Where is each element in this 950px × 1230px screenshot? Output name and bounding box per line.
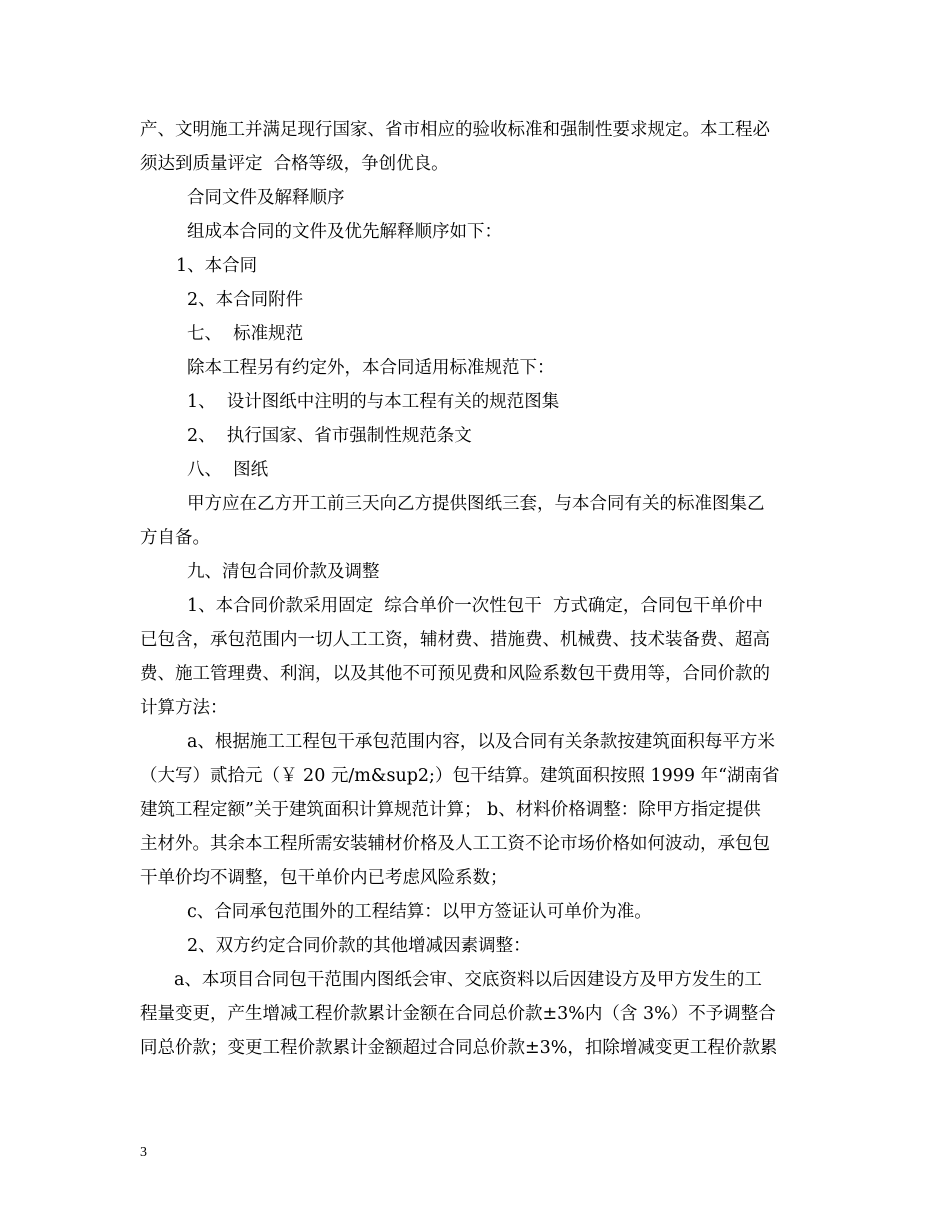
page-number: 3 (140, 1145, 147, 1160)
section-heading: 九、清包合同价款及调整 (187, 562, 380, 582)
body-line: 建筑工程定额”关于建筑面积计算规范计算； b、材料价格调整：除甲方指定提供 (140, 800, 761, 820)
body-line: 方自备。 (140, 528, 210, 548)
body-line: 主材外。其余本工程所需安装辅材价格及人工工资不论市场价格如何波动，承包包 (140, 834, 770, 854)
section-heading: 合同文件及解释顺序 (187, 188, 345, 208)
body-line: 产、文明施工并满足现行国家、省市相应的验收标准和强制性要求规定。本工程必 (140, 120, 770, 140)
list-item: 1、本合同 (176, 256, 258, 276)
section-heading: 七、 标准规范 (187, 324, 304, 344)
list-item: 2、本合同附件 (187, 290, 304, 310)
body-line: 计算方法： (140, 698, 228, 718)
body-line: 已包含，承包范围内一切人工工资，辅材费、措施费、机械费、技术装备费、超高 (140, 630, 770, 650)
body-line: a、本项目合同包干范围内图纸会审、交底资料以后因建设方及甲方发生的工 (174, 970, 762, 990)
body-line: 1、本合同价款采用固定 综合单价一次性包干 方式确定，合同包干单价中 (187, 596, 763, 616)
body-line: a、根据施工工程包干承包范围内容，以及合同有关条款按建筑面积每平方米 (187, 732, 775, 752)
body-line: 除本工程另有约定外，本合同适用标准规范下： (187, 358, 555, 378)
list-item: 1、 设计图纸中注明的与本工程有关的规范图集 (187, 392, 560, 412)
body-line: 组成本合同的文件及优先解释顺序如下： (187, 222, 502, 242)
body-line: 2、双方约定合同价款的其他增减因素调整： (187, 936, 531, 956)
body-line: 须达到质量评定 合格等级，争创优良。 (140, 154, 449, 174)
body-line: （大写）贰拾元（￥ 20 元/m&sup2;）包干结算。建筑面积按照 1999 年“湖南省 (140, 766, 780, 786)
body-line: 干单价均不调整，包干单价内已考虑风险系数； (140, 868, 508, 888)
body-line: c、合同承包范围外的工程结算：以甲方签证认可单价为准。 (187, 902, 652, 922)
body-line: 同总价款；变更工程价款累计金额超过合同总价款±3%，扣除增减变更工程价款累 (140, 1038, 778, 1058)
body-line: 程量变更，产生增减工程价款累计金额在合同总价款±3%内（含 3%）不予调整合 (140, 1004, 776, 1024)
list-item: 2、 执行国家、省市强制性规范条文 (187, 426, 472, 446)
body-line: 费、施工管理费、利润，以及其他不可预见费和风险系数包干费用等，合同价款的 (140, 664, 770, 684)
body-line: 甲方应在乙方开工前三天向乙方提供图纸三套，与本合同有关的标准图集乙 (187, 494, 765, 514)
section-heading: 八、 图纸 (187, 460, 269, 480)
